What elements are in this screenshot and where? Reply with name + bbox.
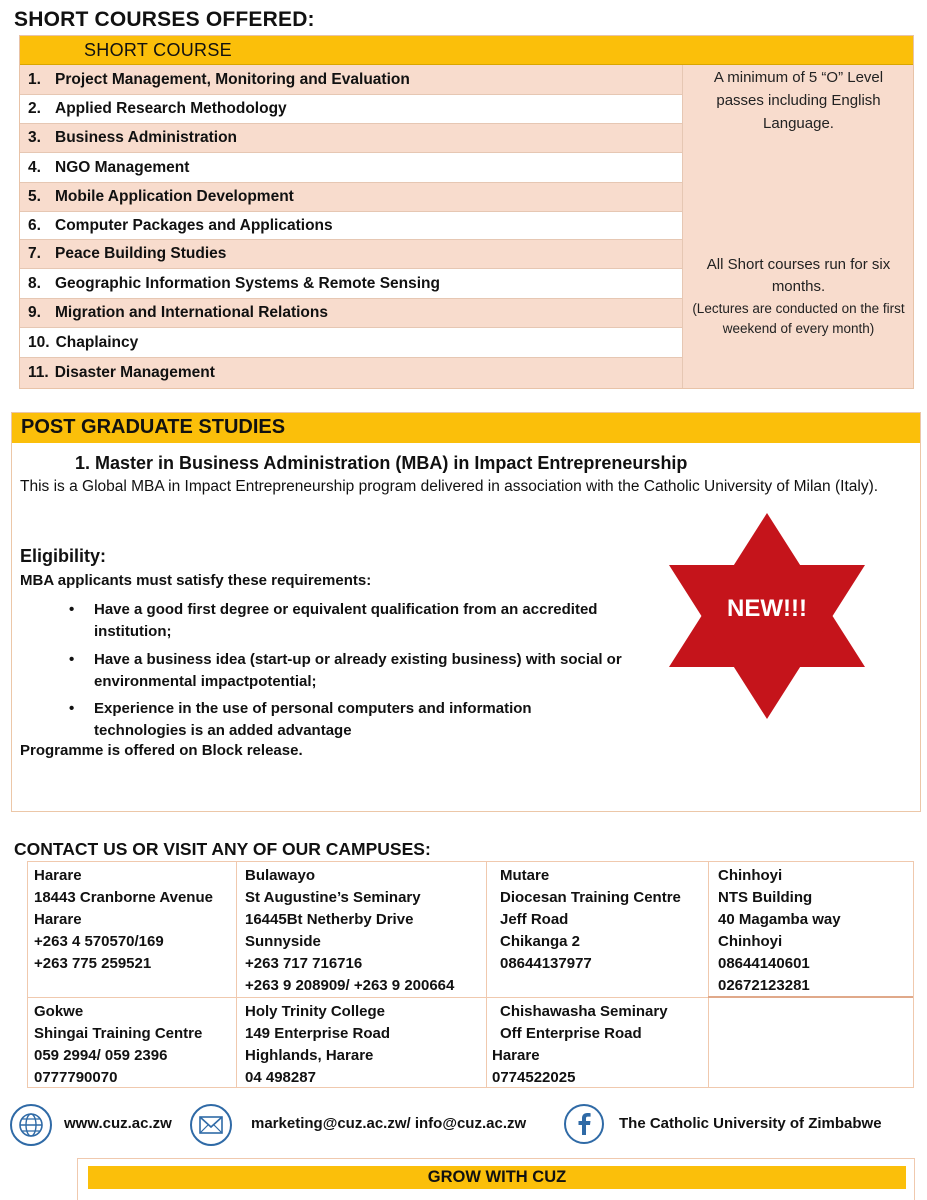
campus-line: Chikanga 2 (500, 933, 581, 950)
course-row (20, 65, 682, 95)
campus-harare (34, 865, 213, 975)
course-name: Chaplaincy (55, 333, 139, 351)
course-row (20, 124, 682, 153)
lecture-note: (Lectures are conducted on the first weekend of every month) (692, 301, 905, 336)
campus-line: NTS Building (718, 889, 813, 906)
course-name: Project Management, Monitoring and Evaluation (55, 70, 410, 88)
campus-line: 0777790070 (34, 1069, 118, 1086)
course-row (20, 269, 682, 299)
requirement-text: Have a business idea (start-up or already existing business) with social or environmental impactpotential; (94, 651, 622, 690)
course-row (20, 183, 682, 212)
course-name: Geographic Information Systems & Remote Sensing (55, 274, 440, 292)
course-number: 6. (28, 216, 41, 234)
campus-chishawasha (492, 1001, 668, 1089)
campus-line: Mutare (500, 867, 550, 884)
requirement-item (69, 599, 629, 643)
campus-line: 0774522025 (492, 1069, 576, 1086)
grid-divider (236, 862, 237, 1087)
course-number: 7. (28, 245, 41, 262)
course-number: 4. (28, 158, 41, 176)
campus-line: Shingai Training Centre (34, 1025, 203, 1042)
campus-line: +263 717 716716 (245, 955, 363, 972)
campus-line: Jeff Road (500, 911, 569, 928)
campus-grid (27, 861, 914, 1088)
requirement-item (69, 649, 659, 693)
campus-gokwe (34, 1001, 202, 1089)
campus-line: 16445Bt Netherby Drive (245, 911, 414, 928)
bullet-icon: • (69, 651, 75, 668)
block-release-note: Programme is offered on Block release. (20, 742, 303, 759)
campus-line: 149 Enterprise Road (245, 1025, 391, 1042)
course-name: Business Administration (55, 129, 238, 146)
campus-line: 04 498287 (245, 1069, 316, 1086)
campus-line: Sunnyside (245, 933, 321, 950)
campus-line: Chinhoyi (718, 867, 783, 884)
new-badge-label: NEW!!! (727, 595, 807, 622)
post-graduate-title: POST GRADUATE STUDIES (21, 416, 286, 438)
campus-line: Holy Trinity College (245, 1003, 386, 1020)
campus-line: Chishawasha Seminary (500, 1003, 668, 1020)
course-name: NGO Management (55, 158, 190, 176)
short-course-info (682, 65, 913, 388)
campus-line: 02672123281 (718, 977, 810, 994)
campus-line: Gokwe (34, 1003, 84, 1020)
course-number: 10. (28, 333, 50, 351)
campus-line: St Augustine’s Seminary (245, 889, 421, 906)
contact-title: CONTACT US OR VISIT ANY OF OUR CAMPUSES: (14, 839, 431, 859)
requirement-item (69, 698, 569, 742)
entry-requirement: A minimum of 5 “O” Level passes including English Language. (713, 69, 884, 132)
campus-line: 08644140601 (718, 955, 810, 972)
short-courses-title: SHORT COURSES OFFERED: (14, 8, 315, 31)
course-name: Mobile Application Development (55, 188, 294, 205)
requirements-intro: MBA applicants must satisfy these requirements: (20, 572, 372, 589)
short-course-header-label: SHORT COURSE (84, 40, 232, 60)
campus-mutare (500, 865, 681, 975)
campus-line: Chinhoyi (718, 933, 783, 950)
course-row (20, 153, 682, 183)
bullet-icon: • (69, 601, 75, 618)
campus-holy-trinity (245, 1001, 390, 1089)
campus-line: 08644137977 (500, 955, 592, 972)
campus-line: Harare (34, 867, 82, 884)
facebook-link[interactable]: The Catholic University of Zimbabwe (619, 1115, 882, 1132)
mail-icon (189, 1103, 233, 1147)
campus-line: Harare (34, 911, 82, 928)
course-number: 11. (28, 364, 49, 381)
campus-line: Harare (492, 1047, 540, 1064)
course-row (20, 328, 682, 358)
course-number: 3. (28, 129, 41, 146)
course-name: Applied Research Methodology (55, 100, 287, 117)
mba-course-title: 1. Master in Business Administration (MBA) in Impact Entrepreneurship (75, 453, 688, 473)
campus-chinhoyi (718, 865, 841, 997)
course-row (20, 358, 682, 388)
campus-line: +263 775 259521 (34, 955, 152, 972)
campus-line: +263 9 208909/ +263 9 200664 (245, 977, 455, 994)
course-row (20, 240, 682, 269)
campus-line: Off Enterprise Road (500, 1025, 642, 1042)
campus-line: Highlands, Harare (245, 1047, 374, 1064)
course-number: 5. (28, 188, 41, 205)
short-course-table (19, 35, 914, 389)
campus-line: Diocesan Training Centre (500, 889, 681, 906)
globe-icon (9, 1103, 53, 1147)
course-number: 2. (28, 100, 41, 117)
course-number: 8. (28, 274, 41, 292)
new-badge (669, 513, 865, 719)
short-course-header (20, 36, 913, 65)
campus-line: 18443 Cranborne Avenue (34, 889, 213, 906)
campus-line: +263 4 570570/169 (34, 933, 164, 950)
campus-line: Bulawayo (245, 867, 316, 884)
slogan-bar: GROW WITH CUZ (88, 1166, 906, 1189)
course-name: Disaster Management (54, 364, 215, 381)
course-name: Migration and International Relations (55, 304, 328, 321)
course-row (20, 299, 682, 328)
course-row (20, 212, 682, 240)
course-number: 9. (28, 304, 41, 321)
email-link[interactable]: marketing@cuz.ac.zw/ info@cuz.ac.zw (251, 1115, 527, 1132)
bullet-icon: • (69, 700, 75, 717)
course-number: 1. (28, 70, 41, 88)
course-name: Computer Packages and Applications (55, 216, 333, 234)
campus-line: 40 Magamba way (718, 911, 841, 928)
grid-divider (486, 862, 487, 1087)
requirement-text: Experience in the use of personal computers and information technologies is an added advantage (94, 700, 532, 739)
campus-line: 059 2994/ 059 2396 (34, 1047, 168, 1064)
website-link[interactable]: www.cuz.ac.zw (64, 1115, 172, 1132)
grid-divider (708, 862, 709, 1087)
mba-description: This is a Global MBA in Impact Entrepreneurship program delivered in association with the Catholic University of Milan (Italy). (20, 478, 879, 495)
course-duration: All Short courses run for six months. (706, 256, 891, 295)
campus-bulawayo (245, 865, 454, 997)
course-row (20, 95, 682, 124)
post-graduate-header (12, 413, 920, 443)
course-name: Peace Building Studies (55, 245, 227, 262)
facebook-icon (563, 1103, 605, 1145)
eligibility-heading: Eligibility: (20, 546, 107, 566)
requirement-text: Have a good first degree or equivalent qualification from an accredited institution; (94, 601, 598, 640)
